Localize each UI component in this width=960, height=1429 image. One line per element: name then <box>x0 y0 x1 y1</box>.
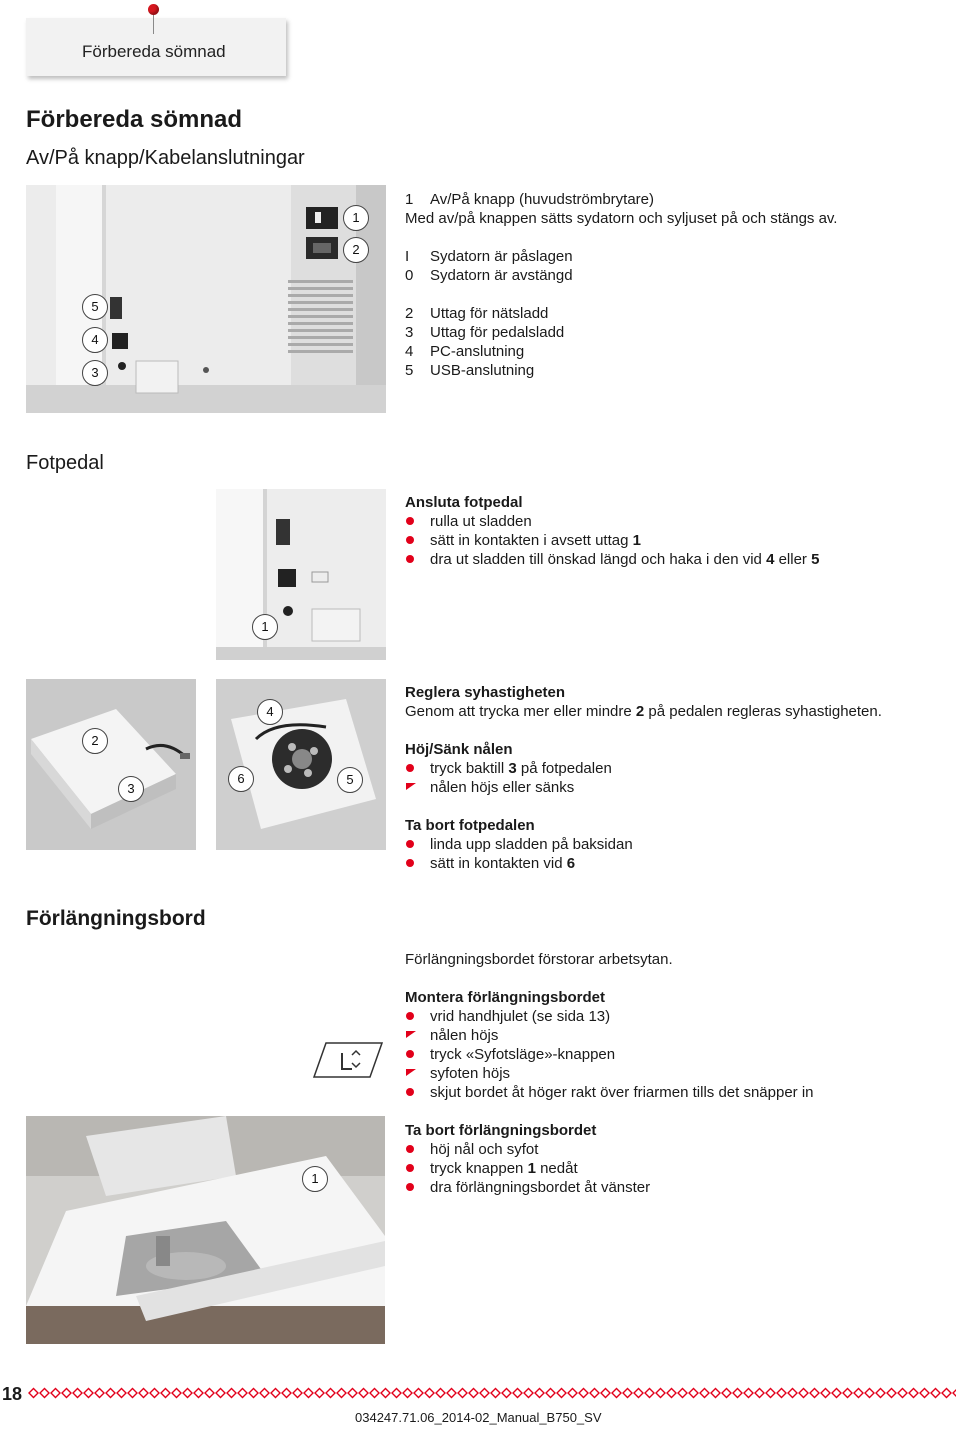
connect-pedal-instructions <box>405 493 945 569</box>
pedal-usage-instructions <box>405 683 945 873</box>
callout-3: 3 <box>118 776 144 802</box>
instruction-step: dra förlängningsbordet åt vänster <box>405 1178 945 1197</box>
instruction-step: sätt in kontakten i avsett uttag 1 <box>405 531 945 550</box>
pin-icon <box>148 4 159 15</box>
remove-pedal-title: Ta bort fotpedalen <box>405 817 535 834</box>
instruction-step: dra ut sladden till önskad längd och haka i den vid 4 eller 5 <box>405 550 945 569</box>
extension-table-photo <box>26 1116 385 1344</box>
decorative-stitch-border <box>28 1386 956 1400</box>
presser-foot-button-icon <box>312 1041 384 1079</box>
callout-3: 3 <box>82 360 108 386</box>
callout-5: 5 <box>82 294 108 320</box>
callout-6: 6 <box>228 766 254 792</box>
instruction-step: rulla ut sladden <box>405 512 945 531</box>
legend-item: 1 Av/På knapp (huvudströmbrytare) <box>405 191 654 208</box>
foot-pedal-photo <box>26 679 196 850</box>
legend-item: 2 Uttag för nätsladd <box>405 305 549 322</box>
callout-1: 1 <box>343 205 369 231</box>
pin-needle <box>153 14 154 34</box>
instruction-step: sätt in kontakten vid 6 <box>405 854 945 873</box>
speed-description: Genom att trycka mer eller mindre 2 på pedalen regleras syhastigheten. <box>405 703 882 720</box>
legend-item: 5 USB-anslutning <box>405 362 535 379</box>
callout-1: 1 <box>252 614 278 640</box>
machine-connections-photo <box>26 185 386 413</box>
legend-item: 3 Uttag för pedalsladd <box>405 324 565 341</box>
pedal-socket-illustration <box>216 489 386 660</box>
instruction-result: nålen höjs <box>405 1026 945 1045</box>
section-heading-foot-pedal: Fotpedal <box>26 452 104 474</box>
instruction-result: nålen höjs eller sänks <box>405 778 945 797</box>
pedal-socket-photo <box>216 489 386 660</box>
speed-title: Reglera syhastigheten <box>405 684 566 701</box>
foot-pedal-illustration <box>26 679 196 850</box>
machine-connections-illustration <box>26 185 386 413</box>
instruction-step: vrid handhjulet (se sida 13) <box>405 1007 945 1026</box>
legend-item: Med av/på knappen sätts sydatorn och syljuset på och stängs av. <box>405 210 838 227</box>
instruction-step: linda upp sladden på baksidan <box>405 835 945 854</box>
instruction-result: syfoten höjs <box>405 1064 945 1083</box>
callout-4: 4 <box>257 699 283 725</box>
instruction-step: tryck baktill 3 på fotpedalen <box>405 759 945 778</box>
extension-table-illustration <box>26 1116 385 1344</box>
page-title: Förbereda sömnad <box>26 106 243 133</box>
instruction-step: tryck «Syfotsläge»-knappen <box>405 1045 945 1064</box>
legend-item: 4 PC-anslutning <box>405 343 525 360</box>
section-heading-extension-table: Förlängningsbord <box>26 907 206 930</box>
legend-item: I Sydatorn är påslagen <box>405 248 573 265</box>
instruction-step: skjut bordet åt höger rakt över friarmen tills det snäpper in <box>405 1083 945 1102</box>
callout-2: 2 <box>343 237 369 263</box>
remove-table-title: Ta bort förlängningsbordet <box>405 1122 597 1139</box>
document-id: 034247.71.06_2014-02_Manual_B750_SV <box>355 1410 602 1425</box>
section-tab <box>26 18 286 76</box>
callout-5: 5 <box>337 767 363 793</box>
extension-table-intro: Förlängningsbordet förstorar arbetsytan. <box>405 951 673 968</box>
instruction-step: höj nål och syfot <box>405 1140 945 1159</box>
callout-2: 2 <box>82 728 108 754</box>
cord-reel-illustration <box>216 679 386 850</box>
callout-1: 1 <box>302 1166 328 1192</box>
needle-title: Höj/Sänk nålen <box>405 741 513 758</box>
legend-item: 0 Sydatorn är avstängd <box>405 267 573 284</box>
extension-table-instructions <box>405 988 945 1197</box>
page-number: 18 <box>2 1384 23 1404</box>
instruction-step: tryck knappen 1 nedåt <box>405 1159 945 1178</box>
connect-pedal-title: Ansluta fotpedal <box>405 494 523 511</box>
callout-4: 4 <box>82 327 108 353</box>
section-heading-connections: Av/På knapp/Kabelanslutningar <box>26 147 305 169</box>
mount-table-title: Montera förlängningsbordet <box>405 989 605 1006</box>
connections-legend <box>405 190 945 380</box>
cord-reel-photo <box>216 679 386 850</box>
section-tab-label: Förbereda sömnad <box>82 42 226 61</box>
